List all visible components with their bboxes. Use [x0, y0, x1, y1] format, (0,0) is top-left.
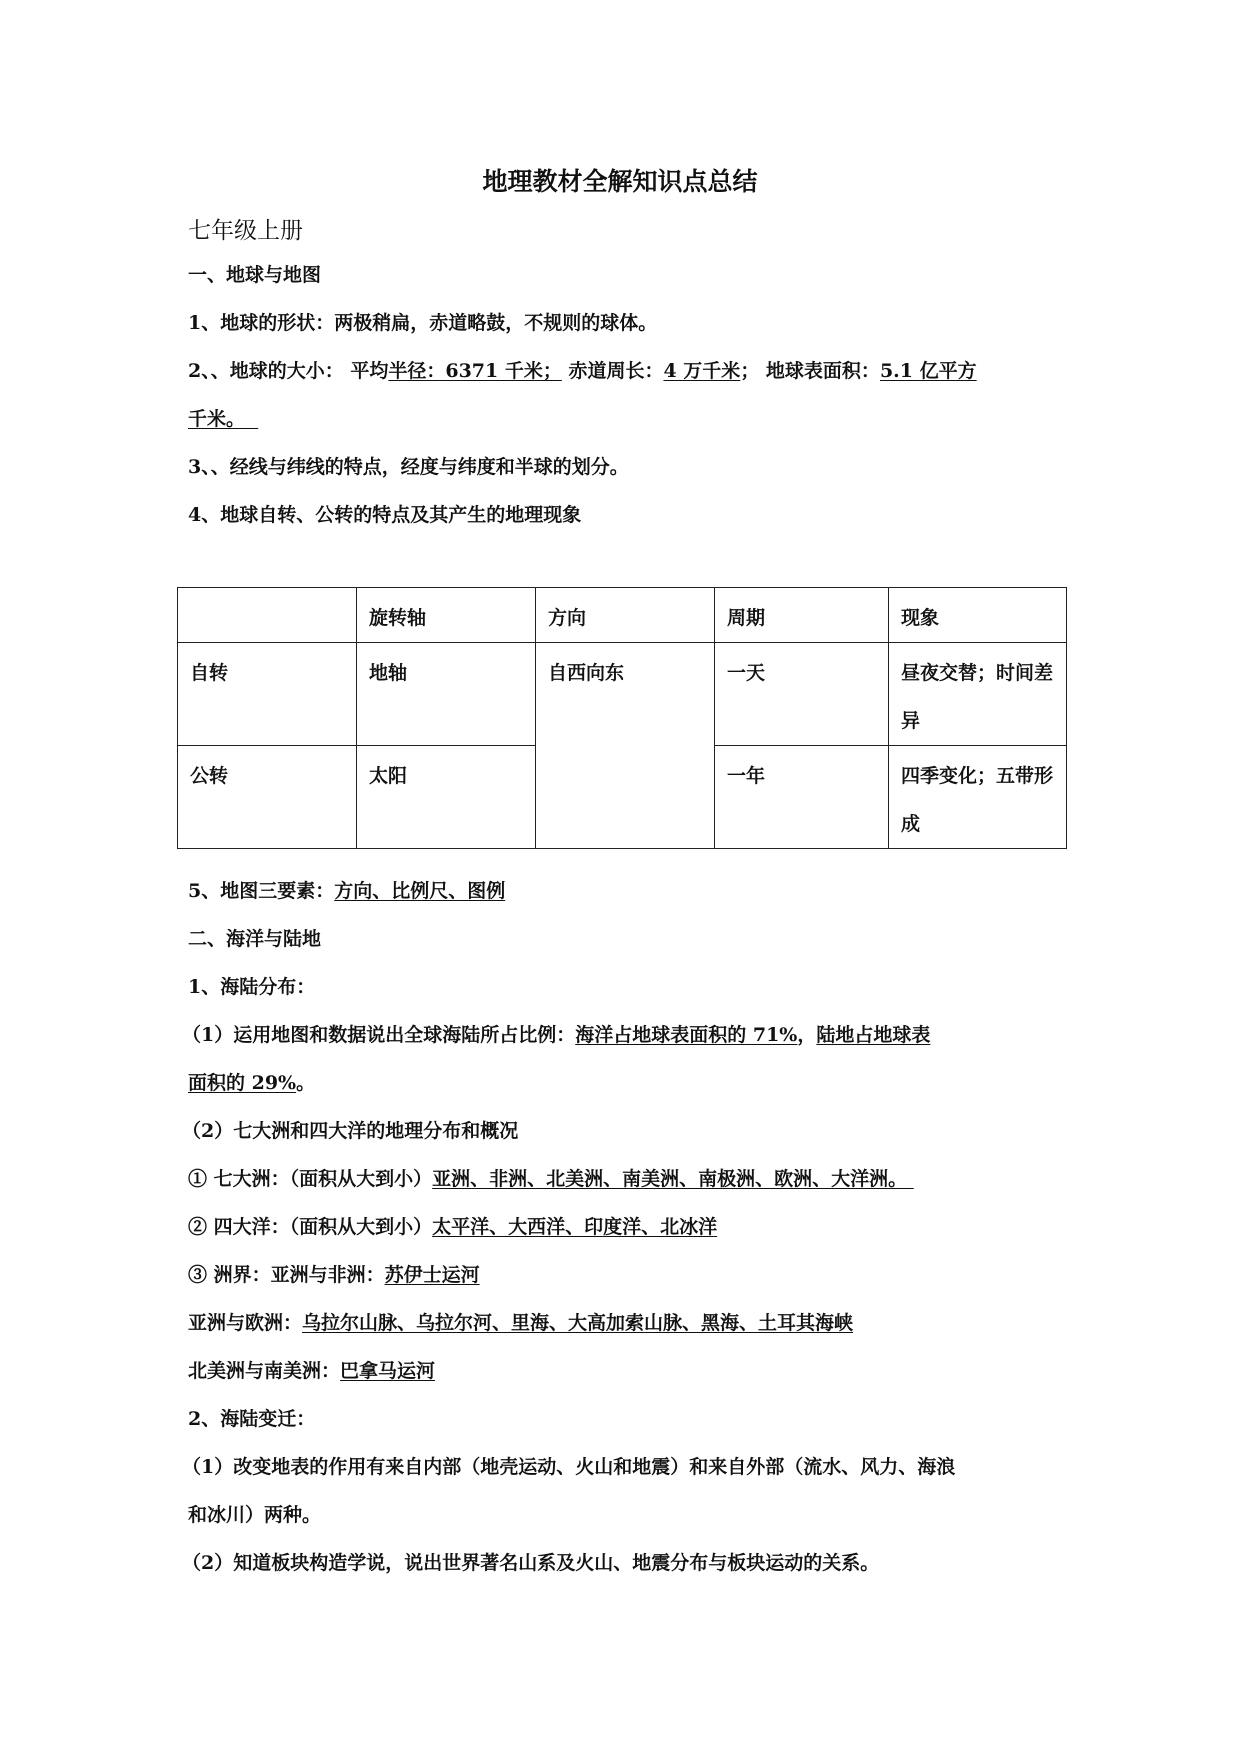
surface-area-value: 5.1 亿平方: [879, 360, 977, 382]
comma: ，: [797, 1024, 817, 1046]
table-header-row: [178, 588, 1067, 643]
table-cell: 太阳: [357, 746, 536, 849]
table-header-cell: 周期: [715, 588, 889, 643]
period: 。: [296, 1072, 316, 1094]
surface-forces-line-cont: 和冰川）两种。: [188, 1504, 322, 1526]
boundary-value: 苏伊士运河: [384, 1264, 480, 1286]
map-elements-label: 5、地图三要素：: [188, 880, 335, 902]
land-sea-ratio-line-cont: [188, 1068, 315, 1095]
boundary-label: ③ 洲界：亚洲与非洲：: [188, 1264, 385, 1286]
table-header-cell: 旋转轴: [357, 588, 536, 643]
oceans-label: ② 四大洋：（面积从大到小）: [188, 1216, 433, 1238]
land-sea-ratio-line: [182, 1020, 930, 1047]
surface-area-label: ； 地球表面积：: [740, 360, 880, 382]
table-cell: 地轴: [357, 643, 536, 746]
land-ratio-part1: 陆地占地球表: [816, 1024, 931, 1046]
land-sea-ratio-label: （1）运用地图和数据说出全球海陆所占比例：: [182, 1024, 576, 1046]
oceans-line: [188, 1212, 717, 1239]
table-cell: 一天: [715, 643, 889, 746]
boundary-value: 乌拉尔山脉、乌拉尔河、里海、大高加索山脉、黑海、土耳其海峡: [302, 1312, 854, 1334]
meridian-parallel-line: 3、、经线与纬线的特点，经度与纬度和半球的划分。: [188, 456, 629, 478]
table-header-cell: 方向: [536, 588, 715, 643]
rotation-revolution-table: [177, 587, 1067, 849]
earth-size-prefix: 2、、地球的大小： 平均: [188, 360, 389, 382]
surface-area-unit: 千米。: [188, 408, 259, 430]
continents-oceans-line: （2）七大洲和四大洋的地理分布和概况: [182, 1120, 519, 1142]
table-header-cell: [178, 588, 357, 643]
boundary-label: 亚洲与欧洲：: [188, 1312, 303, 1334]
table-cell: 昼夜交替；时间差异: [889, 643, 1067, 746]
oceans-list: 太平洋、大西洋、印度洋、北冰洋: [432, 1216, 718, 1238]
circumference-value: 4 万千米: [663, 360, 741, 382]
boundary-label: 北美洲与南美洲：: [188, 1360, 341, 1382]
earth-size-line-cont: [188, 404, 258, 431]
table-row: [178, 643, 1067, 746]
table-cell: 一年: [715, 746, 889, 849]
map-elements-value: 方向、比例尺、图例: [334, 880, 506, 902]
boundary-asia-africa-line: [188, 1260, 480, 1287]
land-sea-change-heading: 2、海陆变迁：: [188, 1408, 316, 1430]
map-elements-line: [188, 876, 505, 903]
table-cell: 自西向东: [536, 643, 715, 849]
earth-shape-line: 1、地球的形状：两极稍扁，赤道略鼓，不规则的球体。: [188, 312, 658, 334]
continents-list: 亚洲、非洲、北美洲、南美洲、南极洲、欧洲、大洋洲。: [432, 1168, 914, 1190]
radius-value: 半径：6371 千米；: [388, 360, 562, 382]
table-cell: 自转: [178, 643, 357, 746]
section-heading-ocean-land: 二、海洋与陆地: [188, 928, 322, 950]
continents-label: ① 七大洲：（面积从大到小）: [188, 1168, 433, 1190]
document-title: 地理教材全解知识点总结: [482, 167, 758, 196]
circumference-label: 赤道周长：: [561, 360, 664, 382]
plate-tectonics-line: （2）知道板块构造学说，说出世界著名山系及火山、地震分布与板块运动的关系。: [182, 1552, 880, 1574]
surface-forces-line: （1）改变地表的作用有来自内部（地壳运动、火山和地震）和来自外部（流水、风力、海浪: [182, 1456, 956, 1478]
boundary-americas-line: [188, 1356, 435, 1383]
land-sea-distribution-heading: 1、海陆分布：: [188, 976, 316, 998]
boundary-asia-europe-line: [188, 1308, 853, 1335]
grade-heading: 七年级上册: [188, 218, 303, 244]
continents-line: [188, 1164, 914, 1191]
ocean-ratio: 海洋占地球表面积的 71%: [575, 1024, 798, 1046]
table-cell: 四季变化；五带形成: [889, 746, 1067, 849]
earth-size-line: [188, 356, 977, 383]
section-heading-earth-maps: 一、地球与地图: [188, 264, 322, 286]
rotation-revolution-line: 4、地球自转、公转的特点及其产生的地理现象: [188, 504, 582, 526]
boundary-value: 巴拿马运河: [340, 1360, 436, 1382]
table-cell: 公转: [178, 746, 357, 849]
table-header-cell: 现象: [889, 588, 1067, 643]
land-ratio-part2: 面积的 29%: [188, 1072, 297, 1094]
